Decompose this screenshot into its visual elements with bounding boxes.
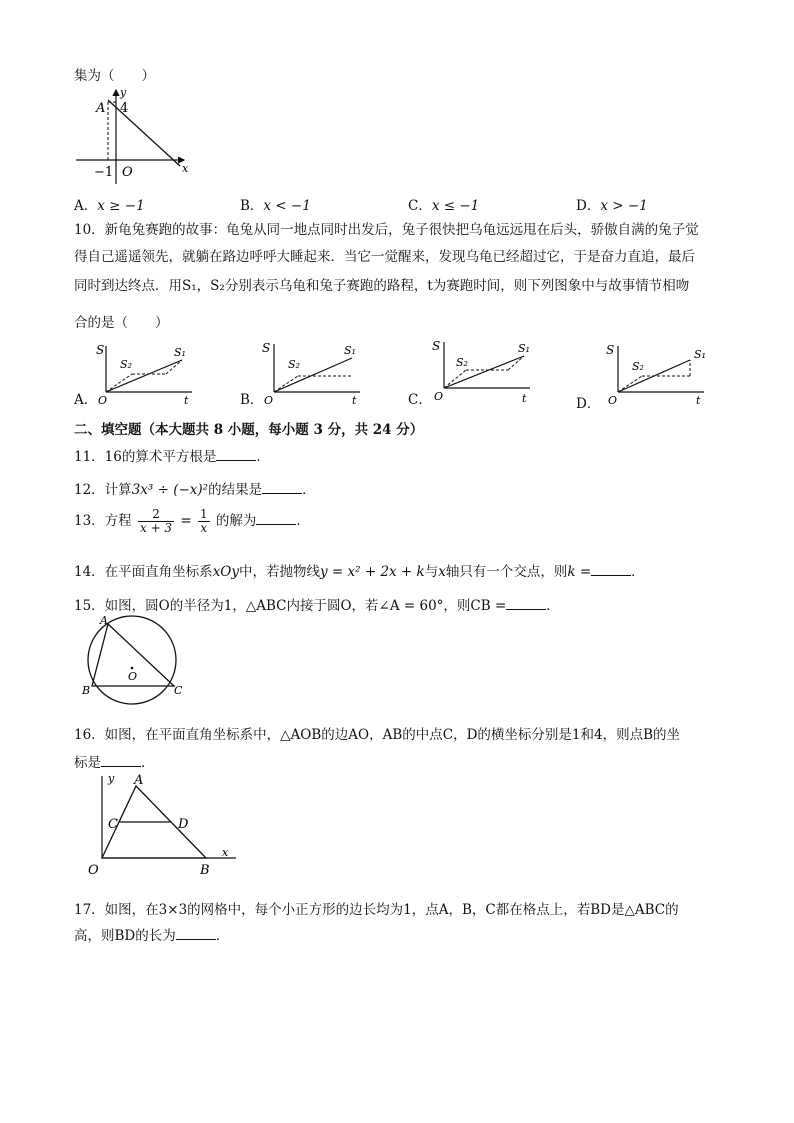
q10-option-a-label[interactable]: A．: [74, 392, 98, 408]
q15-center-dot: [131, 667, 134, 670]
q10-line-3: 同时到达终点．用S₁，S₂分别表示乌龟和兔子赛跑的路程，t为赛跑时间，则下列图象中与故事情节相吻: [74, 278, 690, 294]
q16-line-2: 标是 ．: [74, 755, 155, 771]
svg-text:O: O: [98, 394, 108, 407]
q10-line-4: 合的是（ ）: [74, 315, 169, 331]
svg-text:S₁: S₁: [518, 342, 530, 355]
q15-circle: [88, 616, 176, 704]
q9-option-b-label: B．: [240, 198, 264, 214]
q9-line: [108, 100, 180, 166]
q10-graph-c: [432, 336, 544, 408]
q14-answer-blank[interactable]: [591, 563, 631, 576]
svg-text:S₂: S₂: [632, 360, 644, 373]
q9-option-c[interactable]: [408, 194, 479, 214]
q9-option-b[interactable]: [240, 194, 311, 214]
svg-text:A: A: [134, 773, 144, 788]
q14-expr: y = x² + 2x + k: [320, 564, 425, 580]
q9-option-a-expr: x ≥ −1: [97, 198, 145, 214]
svg-text:S₂: S₂: [288, 358, 300, 371]
svg-text:O: O: [264, 394, 274, 407]
q13-answer-blank[interactable]: [256, 512, 296, 525]
q15: 15．如图，圆O的半径为1，△ABC内接于圆O，若∠A = 60°，则CB = ．: [74, 598, 560, 614]
q13: 13．方程 $\frac{2}{x + 3}$ = $\frac{1}{x}$ 的解为 ．: [74, 507, 310, 535]
q10-graph-b: [262, 338, 374, 410]
svg-text:S: S: [262, 341, 271, 355]
q15-answer-blank[interactable]: [506, 597, 546, 610]
svg-text:x: x: [222, 846, 229, 859]
q9-option-a-label: A．: [74, 198, 98, 214]
svg-text:O: O: [88, 863, 99, 878]
q13-fraction-left: $\frac{2}{x + 3}$: [139, 507, 173, 535]
svg-text:C: C: [174, 684, 183, 697]
svg-text:C: C: [108, 817, 118, 832]
q9-option-d-expr: x > −1: [600, 198, 648, 214]
q17-line-1: 17．如图，在3×3的网格中，每个小正方形的边长均为1，点A，B，C都在格点上，若BD是△ABC的: [74, 902, 679, 918]
svg-text:y: y: [108, 772, 115, 785]
svg-text:t: t: [522, 392, 527, 405]
q16-answer-blank[interactable]: [101, 754, 141, 767]
q9-y-label: y: [120, 86, 127, 99]
q9-option-c-label: C．: [408, 198, 432, 214]
q16-figure: [86, 772, 246, 882]
svg-text:t: t: [696, 394, 701, 407]
section-2-title: 二、填空题（本大题共 8 小题，每小题 3 分，共 24 分）: [74, 422, 424, 438]
q12-answer-blank[interactable]: [262, 481, 302, 494]
q9-option-d[interactable]: [576, 194, 648, 214]
q10-graph-a: [96, 340, 206, 410]
q17-answer-blank[interactable]: [176, 927, 216, 940]
q9-origin: O: [122, 165, 133, 180]
q11-answer-blank[interactable]: [216, 448, 256, 461]
q9-option-d-label: D．: [576, 198, 601, 214]
q17-line-2: 高，则BD的长为 ．: [74, 928, 230, 944]
q10-line-1: 10．新龟兔赛跑的故事：龟兔从同一地点同时出发后，兔子很快把乌龟远远甩在后头，骄傲自满的兔子觉: [74, 222, 699, 238]
svg-text:S₁: S₁: [344, 344, 356, 357]
q15-circle-figure: [78, 612, 190, 706]
q9-option-a[interactable]: [74, 194, 145, 214]
q15-text: 15．如图，圆O的半径为1，△ABC内接于圆O，若∠A = 60°，则CB =: [74, 598, 507, 614]
svg-text:S₂: S₂: [456, 356, 468, 369]
svg-text:O: O: [434, 390, 444, 403]
q9-four: 4: [120, 101, 129, 116]
q9-option-c-expr: x ≤ −1: [431, 198, 480, 214]
q9-tail: 集为（ ）: [74, 68, 155, 84]
svg-text:A: A: [100, 614, 108, 627]
q12-expr: 3x³ ÷ (−x)²: [131, 482, 209, 498]
svg-text:S₂: S₂: [120, 358, 132, 371]
svg-text:B: B: [82, 684, 91, 697]
q9-point-a: A: [96, 101, 106, 116]
svg-text:S: S: [432, 339, 441, 353]
svg-text:S: S: [606, 343, 615, 357]
svg-text:S: S: [96, 343, 105, 357]
q9-option-b-expr: x < −1: [263, 198, 311, 214]
q9-x-label: x: [182, 162, 189, 175]
q10-graph-d: [606, 340, 718, 412]
svg-text:D: D: [178, 817, 189, 832]
q9-graph: [72, 86, 192, 186]
q10-option-d-label[interactable]: D．: [576, 396, 601, 412]
svg-text:t: t: [352, 394, 357, 407]
svg-text:O: O: [128, 670, 138, 683]
svg-text:S₁: S₁: [694, 348, 706, 361]
svg-text:O: O: [608, 394, 618, 407]
q11: 11．16的算术平方根是 ．: [74, 449, 270, 465]
q14: 14．在平面直角坐标系xOy中，若抛物线y = x² + 2x + k与x轴只有一个交点，则k = ．: [74, 564, 645, 580]
svg-text:t: t: [184, 394, 189, 407]
q16-line-1: 16．如图，在平面直角坐标系中，△AOB的边AO，AB的中点C，D的横坐标分别是1和4，则点B的坐: [74, 727, 681, 743]
q10-option-c-label[interactable]: C．: [408, 392, 432, 408]
q10-option-b-label[interactable]: B．: [240, 392, 264, 408]
q13-fraction-right: $\frac{1}{x}$: [199, 507, 208, 535]
q12: 12．计算3x³ ÷ (−x)²的结果是 ．: [74, 482, 316, 498]
q11-text: 11．16的算术平方根是: [74, 449, 217, 465]
q10-line-2: 得自己遥遥领先，就躺在路边呼呼大睡起来．当它一觉醒来，发现乌龟已经超过它，于是奋力直追，最后: [74, 249, 695, 265]
svg-text:B: B: [200, 863, 210, 878]
q9-neg1: −1: [94, 165, 114, 180]
svg-text:S₁: S₁: [174, 346, 186, 359]
